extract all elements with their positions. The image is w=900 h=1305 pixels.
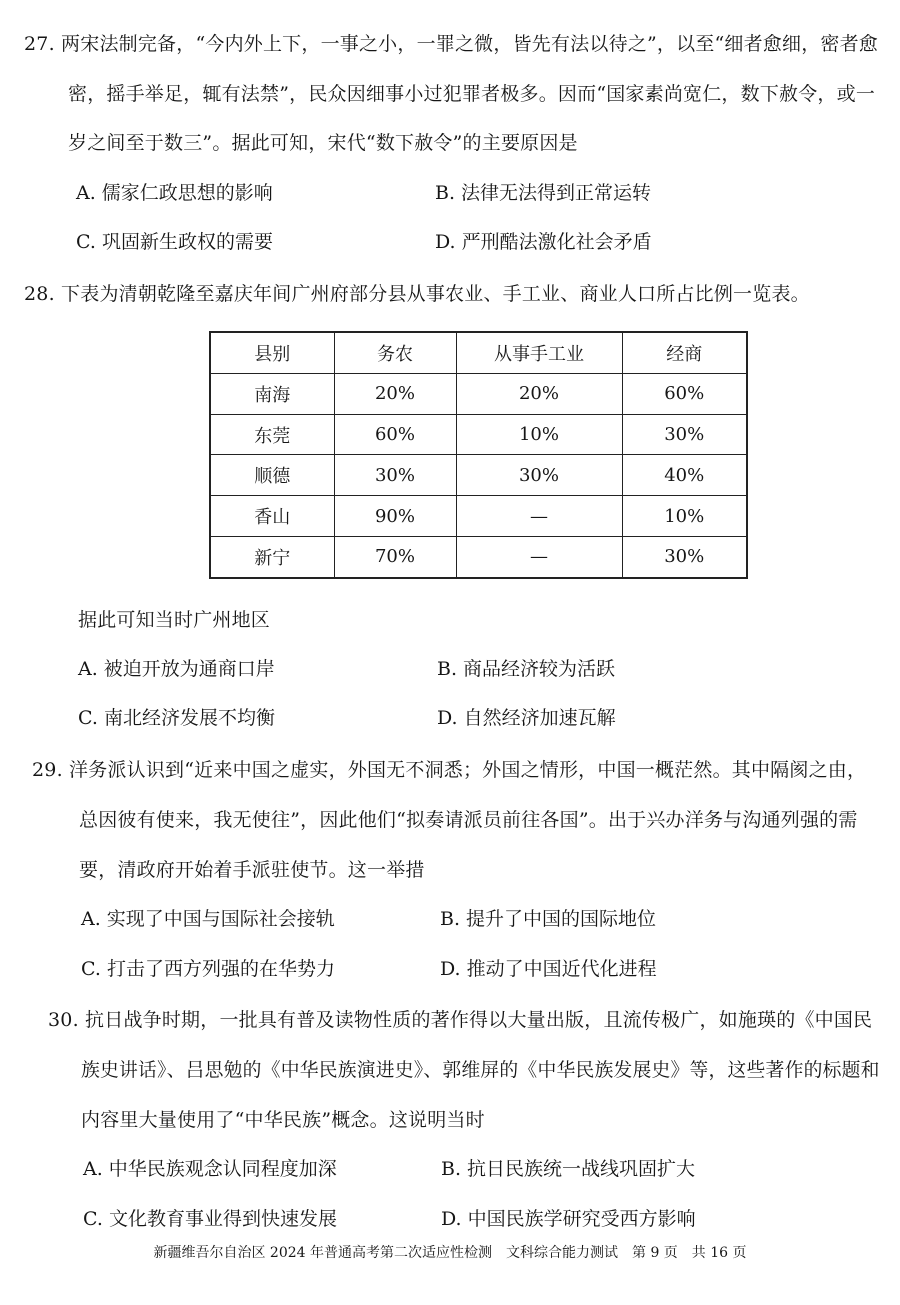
question-28-option-d: D. 自然经济加速瓦解 [437, 707, 616, 729]
table-cell: 10% [622, 496, 747, 537]
question-30-option-c: C. 文化教育事业得到快速发展 [83, 1208, 337, 1230]
question-30-stem-line: 内容里大量使用了“中华民族”概念。这说明当时 [81, 1109, 485, 1131]
question-27-option-c: C. 巩固新生政权的需要 [76, 231, 273, 253]
question-30-stem-line: 族史讲话》、吕思勉的《中华民族演进史》、郭维屏的《中华民族发展史》等，这些著作的标题和 [81, 1059, 880, 1081]
table-cell: 新宁 [210, 536, 334, 578]
table-header-row [210, 332, 747, 374]
table-cell: 南海 [210, 374, 334, 415]
question-28-stem: 28. 下表为清朝乾隆至嘉庆年间广州府部分县从事农业、手工业、商业人口所占比例一览表。 [24, 283, 810, 305]
table-cell: 60% [334, 414, 456, 455]
question-29-option-b: B. 提升了中国的国际地位 [440, 908, 657, 930]
question-30-option-d: D. 中国民族学研究受西方影响 [441, 1208, 696, 1230]
table-cell: 20% [334, 374, 456, 415]
question-27-option-b: B. 法律无法得到正常运转 [435, 182, 652, 204]
table-header-cell: 经商 [622, 332, 747, 374]
question-29-stem-line: 29. 洋务派认识到“近来中国之虚实，外国无不洞悉；外国之情形，中国一概茫然。其中隔阂之由， [32, 759, 867, 781]
table-cell: 90% [334, 496, 456, 537]
table-header-cell: 从事手工业 [456, 332, 622, 374]
question-27-stem-line: 密，摇手举足，辄有法禁”，民众因细事小过犯罪者极多。因而“国家素尚宽仁，数下赦令，或一 [68, 83, 876, 105]
table-cell: 香山 [210, 496, 334, 537]
table-row [210, 536, 747, 578]
question-29-option-d: D. 推动了中国近代化进程 [440, 958, 657, 980]
table-cell: 30% [622, 414, 747, 455]
question-27-option-a: A. 儒家仁政思想的影响 [76, 182, 273, 204]
table-row [210, 374, 747, 415]
question-28-option-a: A. 被迫开放为通商口岸 [78, 658, 275, 680]
table-cell: 顺德 [210, 455, 334, 496]
table-cell: 10% [456, 414, 622, 455]
table-cell: 30% [622, 536, 747, 578]
table-cell: 30% [456, 455, 622, 496]
table-cell: 40% [622, 455, 747, 496]
question-30-stem-line: 30. 抗日战争时期，一批具有普及读物性质的著作得以大量出版，且流传极广，如施瑛的《中国民 [48, 1009, 873, 1031]
question-28-option-b: B. 商品经济较为活跃 [437, 658, 616, 680]
table-cell: 60% [622, 374, 747, 415]
table-row [210, 414, 747, 455]
question-30-option-a: A. 中华民族观念认同程度加深 [83, 1158, 337, 1180]
question-30-option-b: B. 抗日民族统一战线巩固扩大 [441, 1158, 696, 1180]
table-cell: 70% [334, 536, 456, 578]
question-29-option-c: C. 打击了西方列强的在华势力 [81, 958, 335, 980]
table-header-cell: 县别 [210, 332, 334, 374]
table-row [210, 455, 747, 496]
question-28-prompt: 据此可知当时广州地区 [78, 609, 271, 631]
table-cell: 东莞 [210, 414, 334, 455]
question-28-option-c: C. 南北经济发展不均衡 [78, 707, 275, 729]
table-cell: 20% [456, 374, 622, 415]
question-29-option-a: A. 实现了中国与国际社会接轨 [81, 908, 335, 930]
population-ratio-table [209, 331, 748, 579]
question-27-option-d: D. 严刑酷法激化社会矛盾 [435, 231, 652, 253]
page-footer: 新疆维吾尔自治区 2024 年普通高考第二次适应性检测 文科综合能力测试 第 9 页 共 16 页 [153, 1245, 747, 1261]
question-27-stem-line: 岁之间至于数三”。据此可知，宋代“数下赦令”的主要原因是 [68, 132, 578, 154]
table-cell: — [456, 496, 622, 537]
question-27-stem-line: 27. 两宋法制完备，“今内外上下，一事之小，一罪之微，皆先有法以待之”，以至“细者愈细，密者愈 [24, 33, 878, 55]
question-29-stem-line: 要，清政府开始着手派驻使节。这一举措 [79, 859, 425, 881]
table-cell: 30% [334, 455, 456, 496]
table-header-cell: 务农 [334, 332, 456, 374]
question-29-stem-line: 总因彼有使来，我无使往”，因此他们“拟奏请派员前往各国”。出于兴办洋务与沟通列强的需 [79, 809, 858, 831]
table-cell: — [456, 536, 622, 578]
table-row [210, 496, 747, 537]
